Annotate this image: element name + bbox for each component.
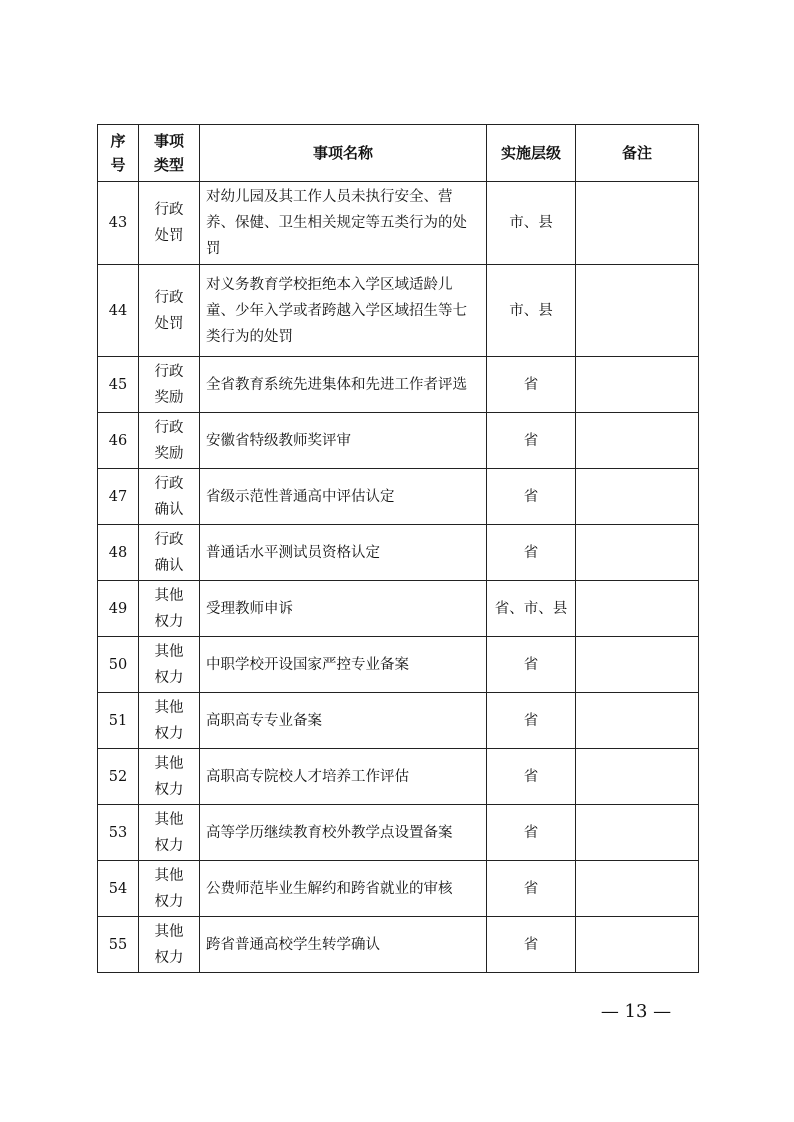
row-remarks [576,357,699,413]
row-implementation-level: 省 [487,637,576,693]
row-item-name: 对幼儿园及其工作人员未执行安全、营养、保健、卫生相关规定等五类行为的处罚 [200,182,487,265]
row-implementation-level: 省、市、县 [487,581,576,637]
header-item-type [139,125,200,182]
table-row [98,917,699,973]
row-item-name: 全省教育系统先进集体和先进工作者评选 [200,357,487,413]
table-row [98,693,699,749]
header-serial-number-text: 序 号 [110,132,126,174]
items-table [97,124,699,973]
row-item-type: 其他 权力 [139,637,200,693]
row-serial-number: 43 [98,182,139,265]
row-serial-number: 50 [98,637,139,693]
row-remarks [576,469,699,525]
row-implementation-level: 市、县 [487,182,576,265]
table-row [98,581,699,637]
table-row [98,357,699,413]
row-serial-number: 48 [98,525,139,581]
row-item-type: 行政 处罚 [139,265,200,357]
header-item-name: 事项名称 [200,125,487,182]
row-serial-number: 44 [98,265,139,357]
table-row [98,749,699,805]
table-row [98,182,699,265]
row-serial-number: 52 [98,749,139,805]
row-remarks [576,805,699,861]
row-remarks [576,917,699,973]
row-remarks [576,693,699,749]
row-implementation-level: 省 [487,749,576,805]
table-row [98,265,699,357]
row-implementation-level: 省 [487,357,576,413]
row-serial-number: 49 [98,581,139,637]
row-item-name: 省级示范性普通高中评估认定 [200,469,487,525]
row-implementation-level: 省 [487,413,576,469]
row-remarks [576,525,699,581]
row-remarks [576,413,699,469]
row-serial-number: 53 [98,805,139,861]
row-item-name: 对义务教育学校拒绝本入学区域适龄儿童、少年入学或者跨越入学区域招生等七类行为的处罚 [200,265,487,357]
row-remarks [576,637,699,693]
row-item-name: 中职学校开设国家严控专业备案 [200,637,487,693]
table-row [98,637,699,693]
row-item-name: 受理教师申诉 [200,581,487,637]
row-implementation-level: 省 [487,861,576,917]
table-row [98,525,699,581]
table-row [98,469,699,525]
header-item-type-text: 事项 类型 [153,132,184,174]
row-item-type: 其他 权力 [139,693,200,749]
row-item-name: 跨省普通高校学生转学确认 [200,917,487,973]
header-remarks: 备注 [576,125,699,182]
row-implementation-level: 省 [487,525,576,581]
row-item-name: 高职高专院校人才培养工作评估 [200,749,487,805]
row-item-type: 其他 权力 [139,749,200,805]
row-item-type: 行政 奖励 [139,357,200,413]
row-remarks [576,749,699,805]
row-serial-number: 55 [98,917,139,973]
row-item-name: 普通话水平测试员资格认定 [200,525,487,581]
row-item-name: 高职高专专业备案 [200,693,487,749]
table-row [98,805,699,861]
row-implementation-level: 省 [487,917,576,973]
row-serial-number: 46 [98,413,139,469]
row-implementation-level: 省 [487,469,576,525]
table-row [98,413,699,469]
row-item-type: 其他 权力 [139,861,200,917]
row-item-type: 行政 确认 [139,469,200,525]
row-serial-number: 45 [98,357,139,413]
row-remarks [576,861,699,917]
row-implementation-level: 省 [487,805,576,861]
row-item-type: 行政 确认 [139,525,200,581]
row-remarks [576,182,699,265]
row-remarks [576,581,699,637]
row-item-type: 其他 权力 [139,917,200,973]
row-item-name: 公费师范毕业生解约和跨省就业的审核 [200,861,487,917]
row-item-name: 高等学历继续教育校外教学点设置备案 [200,805,487,861]
row-item-name: 安徽省特级教师奖评审 [200,413,487,469]
row-serial-number: 51 [98,693,139,749]
row-remarks [576,265,699,357]
header-implementation-level: 实施层级 [487,125,576,182]
table-row [98,861,699,917]
row-serial-number: 54 [98,861,139,917]
row-implementation-level: 省 [487,693,576,749]
row-item-type: 行政 处罚 [139,182,200,265]
header-serial-number [98,125,139,182]
row-item-type: 其他 权力 [139,581,200,637]
page-number: — 13 — [600,1001,672,1022]
table-header-row [98,125,699,182]
row-implementation-level: 市、县 [487,265,576,357]
row-item-type: 其他 权力 [139,805,200,861]
row-item-type: 行政 奖励 [139,413,200,469]
row-serial-number: 47 [98,469,139,525]
